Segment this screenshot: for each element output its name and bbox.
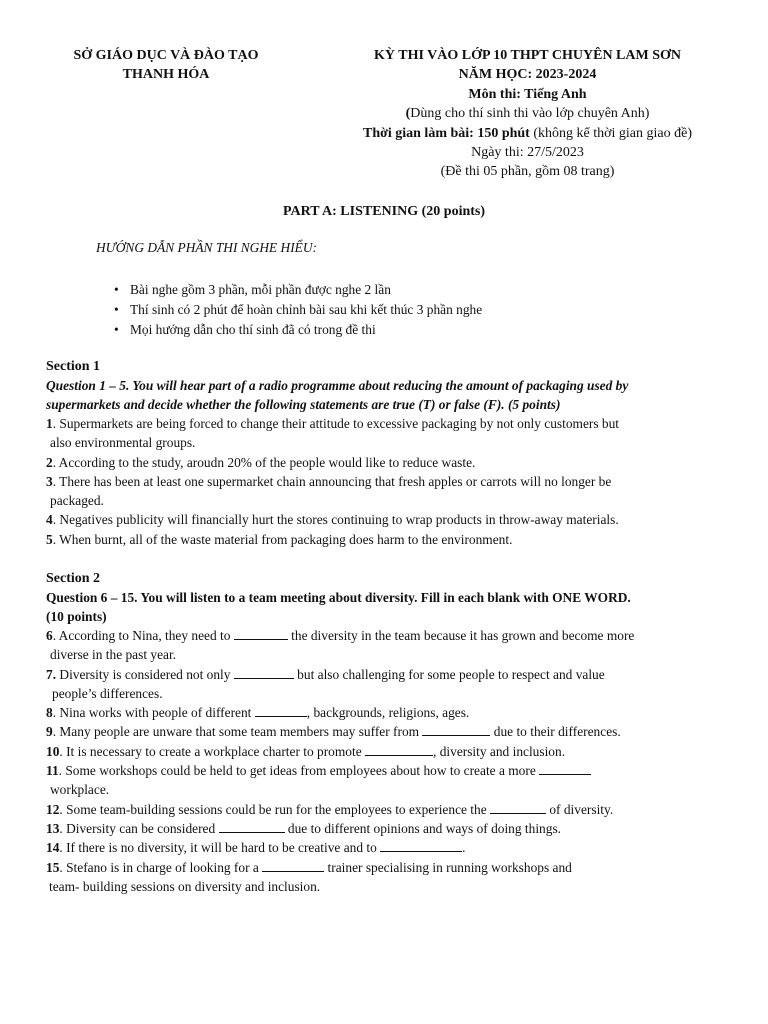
item-text: , backgrounds, religions, ages. (306, 705, 470, 721)
bullet-icon: • (114, 282, 119, 297)
usage-open-paren: ( (405, 106, 411, 122)
question-9 (46, 722, 716, 741)
item-number: 11 (46, 763, 59, 779)
answer-blank-15[interactable] (262, 858, 324, 872)
statement-1 (46, 414, 716, 433)
item-text: , diversity and inclusion. (433, 743, 566, 759)
part-a-title: PART A: LISTENING (20 points) (282, 204, 486, 219)
item-text: . Some workshops could be held to get ideas from employees about how to create a more (58, 763, 540, 779)
item-text: . Many people are unware that some team members may suffer from (52, 724, 423, 740)
school-year: NĂM HỌC: 2023-2024 (458, 67, 597, 83)
question-13 (46, 819, 716, 838)
time-limit (300, 124, 755, 143)
section-2 (46, 569, 716, 896)
item-number: 1 (46, 416, 53, 431)
answer-blank-12[interactable] (490, 800, 546, 814)
bullet-icon: • (114, 302, 119, 317)
section-1-title: Section 1 (46, 359, 101, 374)
answer-blank-11[interactable] (539, 761, 591, 775)
item-number: 10 (46, 743, 60, 759)
section-2-title: Section 2 (46, 571, 101, 586)
item-number: 14 (46, 840, 60, 856)
statement-2 (46, 453, 716, 472)
department-name: SỞ GIÁO DỤC VÀ ĐÀO TẠO (73, 48, 259, 63)
question-6-cont: diverse in the past year. (50, 647, 177, 663)
question-6-15-instruction-line1: Question 6 – 15. You will listen to a team meeting about diversity. Fill in each blank with ONE WORD. (46, 590, 631, 605)
item-text: Diversity is considered not only (56, 666, 234, 682)
statement-4 (46, 510, 716, 529)
item-number: 6 (46, 628, 53, 643)
exam-title: KỲ THI VÀO LỚP 10 THPT CHUYÊN LAM SƠN (373, 48, 681, 63)
item-text: but also challenging for some people to respect and value (293, 666, 605, 682)
question-1-5-instruction-line1: Question 1 – 5. You will hear part of a radio programme about reducing the amount of packaging used by (46, 378, 629, 393)
item-number: 13 (46, 820, 60, 836)
item-text: due to their differences. (490, 724, 621, 740)
usage-note (300, 104, 755, 123)
time-label: Thời gian làm bài: 150 phút (362, 125, 530, 141)
item-text: of diversity. (546, 801, 614, 817)
statement-1-cont: also environmental groups. (50, 435, 196, 451)
question-12 (46, 800, 716, 819)
header-exam-info (300, 46, 755, 182)
question-1-5-instruction-line2: supermarkets and decide whether the following statements are true (T) or false (F). (5 points) (46, 397, 561, 412)
item-number: 9 (46, 724, 53, 740)
item-text: the diversity in the team because it has grown and become more (287, 628, 635, 643)
item-number: 15 (46, 859, 60, 875)
item-text: . There has been at least one supermarket chain announcing that fresh apples or carrots will no longer be (52, 473, 612, 489)
list-item (114, 280, 482, 300)
question-6 (46, 626, 716, 645)
statement-5 (46, 530, 716, 549)
item-text: . It is necessary to create a workplace charter to promote (59, 743, 366, 759)
item-number: 3 (46, 473, 53, 489)
item-number: 12 (46, 801, 60, 817)
answer-blank-14[interactable] (380, 838, 462, 852)
subject: Môn thi: Tiếng Anh (468, 86, 587, 102)
item-text: . Stefano is in charge of looking for a (59, 859, 263, 875)
usage-text: Dùng cho thí sinh thi vào lớp chuyên Anh) (410, 106, 650, 122)
question-7-cont: people’s differences. (52, 685, 163, 701)
list-item (114, 320, 482, 340)
question-11-cont: workplace. (50, 782, 110, 798)
question-8 (46, 703, 716, 722)
item-number: 4 (46, 512, 53, 528)
bullet-icon: • (114, 322, 119, 337)
item-text: due to different opinions and ways of doing things. (284, 820, 562, 836)
question-6-15-instruction-line2: (10 points) (46, 609, 107, 624)
question-7 (46, 665, 716, 684)
item-text: . Nina works with people of different (52, 705, 255, 721)
instructions-title: HƯỚNG DẪN PHẦN THI NGHE HIỂU: (96, 240, 317, 255)
item-text: . When burnt, all of the waste material from packaging does harm to the environment. (52, 531, 513, 547)
question-11 (46, 761, 716, 780)
item-text: . If there is no diversity, it will be hard to be creative and to (59, 840, 381, 856)
item-number: 7. (46, 666, 57, 682)
bullet-text: Thí sinh có 2 phút để hoàn chỉnh bài sau khi kết thúc 3 phần nghe (130, 302, 483, 317)
answer-blank-10[interactable] (365, 742, 433, 756)
statement-3-cont: packaged. (50, 493, 104, 509)
answer-blank-13[interactable] (219, 819, 285, 833)
item-text: trainer specialising in running workshops and (324, 859, 572, 875)
bullet-text: Mọi hướng dẫn cho thí sinh đã có trong đề thi (130, 322, 376, 337)
item-number: 2 (46, 454, 53, 470)
item-text: . Diversity can be considered (59, 820, 219, 836)
item-text: . Some team-building sessions could be run for the employees to experience the (59, 801, 491, 817)
item-text: . According to Nina, they need to (52, 628, 234, 643)
item-text: . (462, 840, 466, 856)
time-note: (không kể thời gian giao đề) (529, 125, 692, 141)
bullet-text: Bài nghe gồm 3 phần, mỗi phần được nghe 2 lần (130, 282, 391, 297)
list-item (114, 300, 482, 320)
item-text: . According to the study, aroudn 20% of the people would like to reduce waste. (52, 454, 476, 470)
province-name: THANH HÓA (122, 67, 210, 82)
item-text: . Negatives publicity will financially hurt the stores continuing to wrap products in throw-away materials. (52, 512, 619, 528)
answer-blank-8[interactable] (255, 703, 307, 717)
exam-date: Ngày thi: 27/5/2023 (471, 145, 584, 161)
answer-blank-6[interactable] (234, 626, 288, 640)
question-14 (46, 838, 716, 857)
item-number: 8 (46, 705, 53, 721)
header-department (46, 46, 286, 84)
statement-3 (46, 472, 716, 491)
page-count: (Đề thi 05 phần, gồm 08 trang) (440, 164, 615, 180)
item-number: 5 (46, 531, 53, 547)
answer-blank-7[interactable] (234, 665, 294, 679)
item-text: . Supermarkets are being forced to change their attitude to excessive packaging by not only customers but (52, 416, 620, 431)
instruction-list (114, 280, 482, 340)
question-10 (46, 742, 716, 761)
question-15-cont: team- building sessions on diversity and inclusion. (49, 878, 321, 894)
answer-blank-9[interactable] (422, 722, 490, 736)
question-15 (46, 858, 716, 877)
section-1 (46, 357, 716, 549)
